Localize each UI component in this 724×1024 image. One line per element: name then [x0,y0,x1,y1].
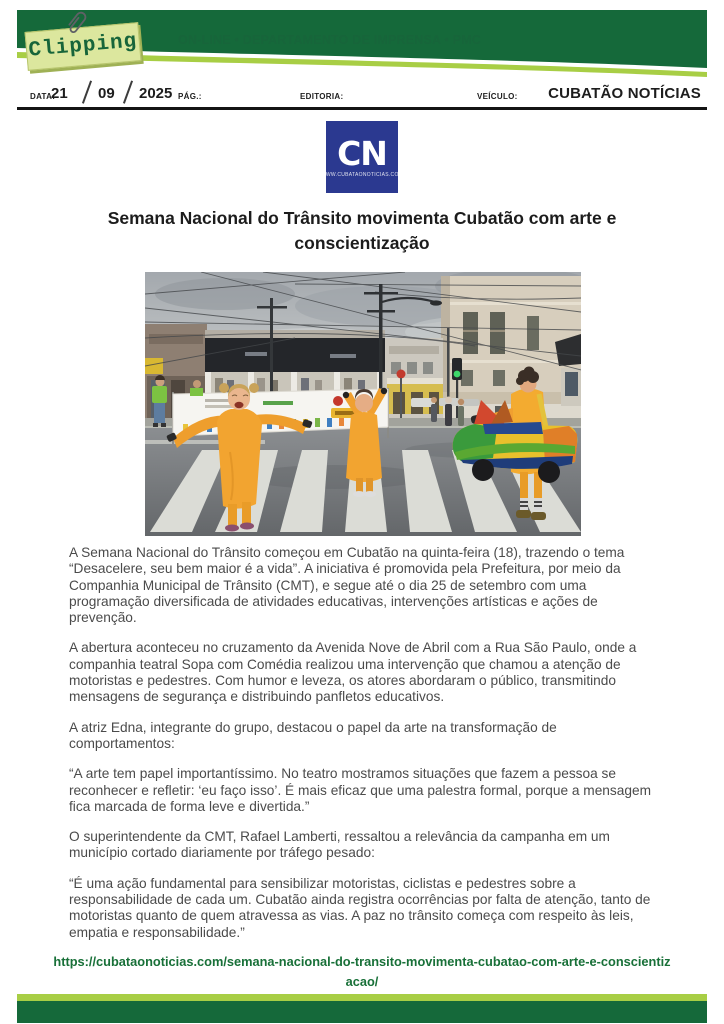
data-label: DATA: [30,92,56,101]
cn-logo [320,121,404,193]
photo-illustration [145,272,581,536]
editoria-label: EDITORIA: [300,92,344,101]
footer-dark-band [17,1001,707,1023]
footer-bar [17,994,707,1023]
paragraph: A Semana Nacional do Trânsito começou em Cubatão na quinta-feira (18), trazendo o tema “Desacelere, seu bem maior é a vida”. A iniciativa é promovida pela Prefeitura, por meio da Companhia Municipal de Trânsito (CMT), e segue até o dia 25 de setembro com uma programação diversificada de atividades educativas, intervenções artísticas e ações de prevenção. [69,545,625,626]
header-divider [17,107,707,110]
veiculo-value: CUBATÃO NOTÍCIAS [548,85,701,102]
cn-logo-initials: CN [337,133,387,173]
clipping-label: Clipping [27,30,139,63]
paragraph: A atriz Edna, integrante do grupo, destacou o papel da arte na transformação de comportamentos: [69,719,557,751]
pag-label: PÁG.: [178,92,202,101]
date-slash [123,80,133,103]
paragraph: “É uma ação fundamental para sensibilizar motoristas, ciclistas e pedestres sobre a responsabilidade de cada um. Cubatão ainda registra ocorrências por falta de atenção, tanto de motoristas quanto de quem atravessa as vias. A paz no trânsito começa com respeito às leis, empatia e responsabilidade.” [69,875,651,940]
header-department-text: ON-LINE • DEPARTAMENTO DE IMPRENSA • PMC [178,33,482,47]
article-body [69,545,658,955]
date-year: 2025 [139,85,173,102]
paragraph: O superintendente da CMT, Rafael Lamberti, ressaltou a relevância da campanha em um município cortado diariamente por tráfego pesado: [69,829,610,861]
date-slash [82,80,92,103]
paragraph: “A arte tem papel importantíssimo. No teatro mostramos situações que fazem a pessoa se reconhecer e refletir: ‘eu faço isso’. É mais eficaz que uma palestra formal, porque a mensagem fica marcada de forma leve e divertida.” [69,766,651,814]
article-photo [145,272,581,536]
meta-row [0,0,724,110]
source-link-container [52,952,672,993]
cn-logo-site-text: WWW.CUBATAONOTICIAS.COM [320,171,404,178]
date-day: 21 [51,85,68,102]
date-month: 09 [98,85,115,102]
footer-light-stripe [17,994,707,1001]
article-title: Semana Nacional do Trânsito movimenta Cubatão com arte e conscientização [107,208,617,254]
source-link[interactable]: https://cubataonoticias.com/semana-nacional-do-transito-movimenta-cubatao-com-arte-e-conscientizacao/ [53,954,671,990]
veiculo-label: VEÍCULO: [477,92,518,101]
paragraph: A abertura aconteceu no cruzamento da Avenida Nove de Abril com a Rua São Paulo, onde a companhia teatral Sopa com Comédia realizou uma intervenção que chamou a atenção de motoristas e pedestres. Com humor e leveza, os atores abordaram o público, transmitindo mensagens de segurança e distribuindo panfletos educativos. [69,640,637,705]
